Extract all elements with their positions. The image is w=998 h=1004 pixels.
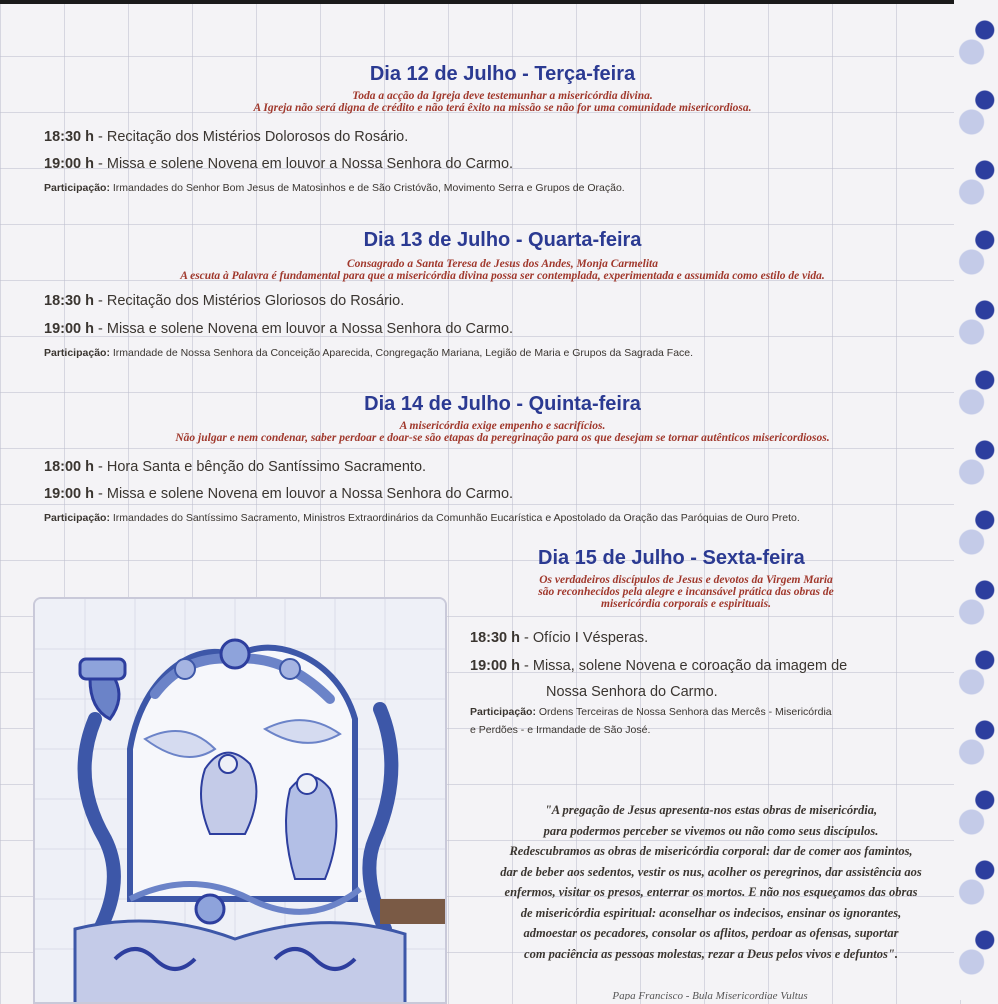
day-title: Dia 13 de Julho - Quarta-feira <box>363 229 642 251</box>
participation-continued: e Perdões - e Irmandade de São José. <box>470 724 651 736</box>
day-section-12 <box>0 62 940 194</box>
day-quote: são reconhecidos pela alegre e incansável prática das obras de <box>538 586 834 598</box>
closing-quote: "A pregação de Jesus apresenta-nos estas obras de misericórdia, para podermos perceber se vivemos ou não como seus discípulos. Redescubramos as obras de misericórdia corporal: dar de comer aos famintos, dar de beber aos sedentos, vestir os nus, acolher os peregrinos, dar assistência aos enfermos, visitar os presos, enterrar os mortos. E não nos esqueçamos das obras de misericórdia espiritual: aconselhar os indecisos, ensinar os ignorantes, admoestar os pecadores, consolar os aflitos, perdoar as ofensas, suportar com paciência as pessoas molestas, rezar a Deus pelos vivos e defuntos". <box>500 803 922 961</box>
participation: Participação: Irmandades do Senhor Bom Jesus de Matosinhos e de São Cristóvão, Movimento Serra e Grupos de Oração. <box>44 182 625 194</box>
schedule-row-continued: Nossa Senhora do Carmo. <box>546 684 718 700</box>
day-quote: Os verdadeiros discípulos de Jesus e devotos da Virgem Maria <box>539 574 833 586</box>
azulejo-illustration <box>35 599 445 1002</box>
day-quote: A escuta à Palavra é fundamental para que a misericórdia divina possa ser contemplada, experimentada e assumida como estilo de vida. <box>180 270 825 282</box>
participation: Participação: Irmandade de Nossa Senhora da Conceição Aparecida, Congregação Mariana, Legião de Maria e Grupos da Sagrada Face. <box>44 347 694 359</box>
participation: Participação: Irmandades do Santíssimo Sacramento, Ministros Extraordinários da Comunhão Eucarística e Apostolado da Oração das Paróquias de Ouro Preto. <box>44 512 800 524</box>
day-quote: Toda a acção da Igreja deve testemunhar a misericórdia divina. <box>352 90 653 102</box>
day-title: Dia 14 de Julho - Quinta-feira <box>364 393 641 415</box>
participation: Participação: Ordens Terceiras de Nossa Senhora das Mercês - Misericórdia <box>470 706 832 718</box>
day-section-15 <box>466 546 926 736</box>
azulejo-panel-image <box>33 597 447 1004</box>
day-section-13 <box>0 228 940 359</box>
schedule-row: 19:00 h - Missa, solene Novena e coroação da imagem de <box>470 658 848 674</box>
day-title: Dia 15 de Julho - Sexta-feira <box>538 547 805 569</box>
day-section-14 <box>0 392 940 524</box>
schedule-row: 18:00 h - Hora Santa e bênção do Santíssimo Sacramento. <box>44 459 427 475</box>
day-quote: A Igreja não será digna de crédito e não terá êxito na missão se não for uma comunidade misericordiosa. <box>253 102 752 114</box>
azulejo-border <box>954 0 998 1000</box>
day-quote: Consagrado a Santa Teresa de Jesus dos Andes, Monja Carmelita <box>347 258 658 270</box>
day-title: Dia 12 de Julho - Terça-feira <box>369 63 636 85</box>
schedule-row: 18:30 h - Ofício I Vésperas. <box>470 630 649 646</box>
schedule-row: 18:30 h - Recitação dos Mistérios Dolorosos do Rosário. <box>44 129 409 145</box>
schedule-row: 19:00 h - Missa e solene Novena em louvor a Nossa Senhora do Carmo. <box>44 486 514 502</box>
schedule-row: 19:00 h - Missa e solene Novena em louvor a Nossa Senhora do Carmo. <box>44 156 514 172</box>
quote-signature: Papa Francisco - Bula Misericordiae Vultus <box>612 990 808 1000</box>
schedule-row: 19:00 h - Missa e solene Novena em louvor a Nossa Senhora do Carmo. <box>44 321 514 337</box>
top-bar <box>0 0 998 4</box>
schedule-row: 18:30 h - Recitação dos Mistérios Gloriosos do Rosário. <box>44 293 405 309</box>
day-quote: Não julgar e nem condenar, saber perdoar e doar-se são etapas da peregrinação para os que desejam se tornar autênticos misericordiosos. <box>175 432 830 444</box>
day-quote: misericórdia corporais e espirituais. <box>601 598 771 610</box>
day-quote: A misericórdia exige empenho e sacrifícios. <box>399 420 606 432</box>
